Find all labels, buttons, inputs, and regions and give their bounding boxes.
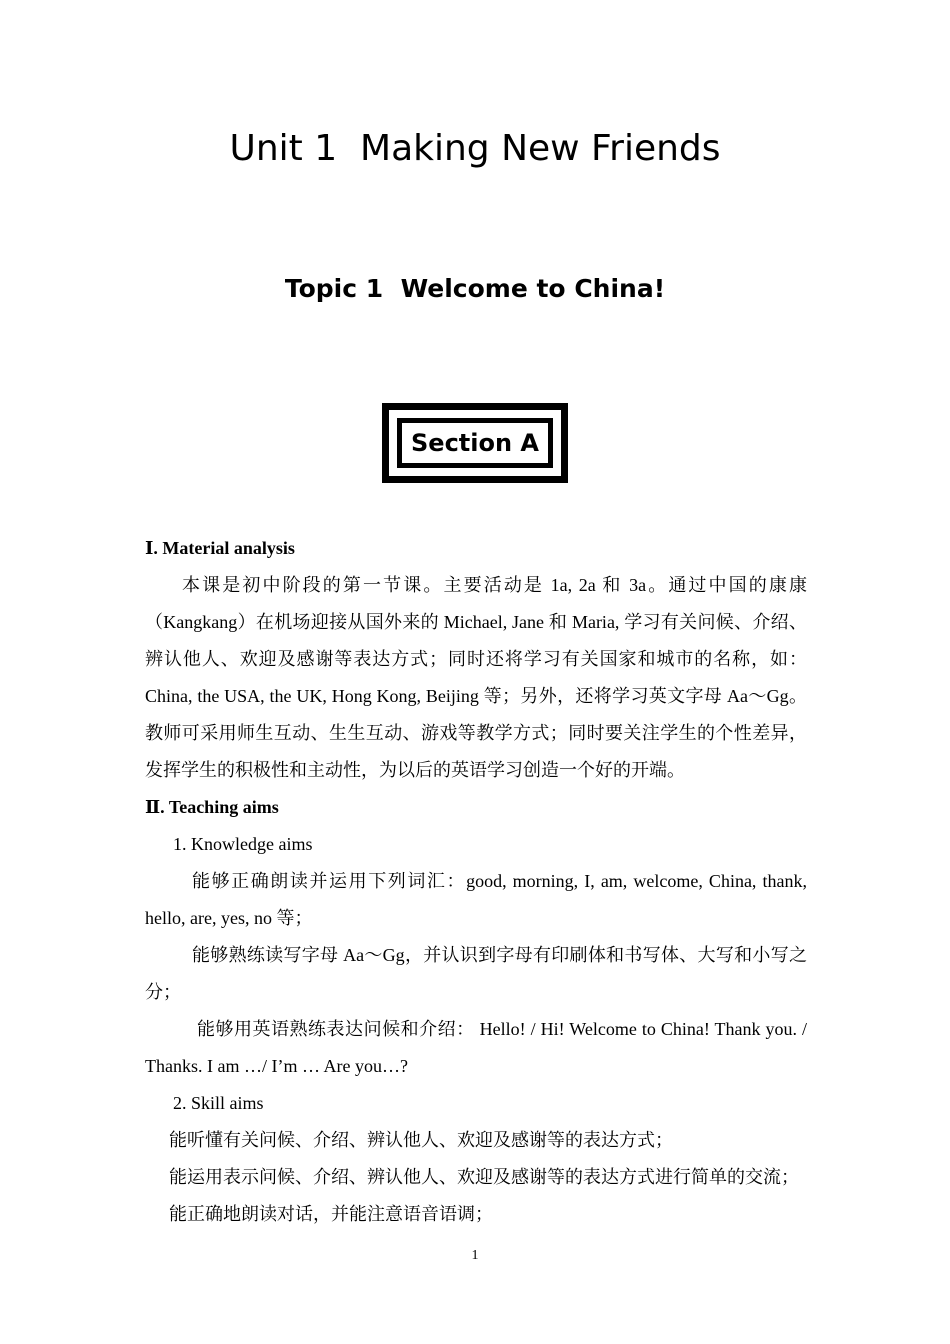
unit-title: Unit 1 Making New Friends: [229, 128, 721, 169]
skill-aim-item: 能听懂有关问候、介绍、辨认他人、欢迎及感谢等的表达方式；: [169, 1130, 673, 1150]
knowledge-aim-item: 能够熟练读写字母 Aa～Gg，并认识到字母有印刷体和书写体、大写和小写之分；: [145, 945, 807, 1002]
teaching-aims-title: . Teaching aims: [160, 797, 279, 817]
knowledge-aim-item: 能够用英语熟练表达问候和介绍： Hello! / Hi! Welcome to China! Thank you. / Thanks. I am …/ I’m … Are you…?: [145, 1019, 807, 1076]
material-analysis-title: . Material analysis: [153, 538, 295, 558]
material-analysis-paragraph: 本课是初中阶段的第一节课。主要活动是 1a, 2a 和 3a。通过中国的康康（Kangkang）在机场迎接从国外来的 Michael, Jane 和 Maria, 学习有关问候、介绍、辨认他人、欢迎及感谢等表达方式；同时还将学习有关国家和城市的名称，如：China, the USA, the UK, Hong Kong, Beijing 等；另外，还将学习英文字母 Aa～Gg。教师可采用师生互动、生生互动、游戏等教学方式；同时要关注学生的个性差异，发挥学生的积极性和主动性，为以后的英语学习创造一个好的开端。: [145, 575, 807, 780]
knowledge-aims-heading: 1. Knowledge aims: [173, 834, 313, 854]
teaching-aims-heading: [145, 789, 807, 826]
section-label: Section A: [411, 429, 539, 457]
topic-title: Topic 1 Welcome to China!: [284, 274, 666, 303]
page-number: 1: [471, 1248, 479, 1263]
skill-aim-item: 能正确地朗读对话，并能注意语音语调；: [169, 1204, 493, 1224]
material-analysis-numeral: Ⅰ: [145, 538, 154, 559]
knowledge-aim-item: 能够正确朗读并运用下列词汇：good, morning, I, am, welcome, China, thank, hello, are, yes, no 等；: [145, 871, 807, 928]
skill-aims-heading: 2. Skill aims: [173, 1093, 264, 1113]
document-body: [145, 530, 807, 1233]
teaching-aims-numeral: Ⅱ: [145, 797, 161, 818]
section-label-inner-frame: [397, 418, 553, 468]
material-analysis-heading: [145, 530, 807, 567]
skill-aim-item: 能运用表示问候、介绍、辨认他人、欢迎及感谢等的表达方式进行简单的交流；: [169, 1167, 799, 1187]
section-label-frame: [382, 403, 568, 483]
